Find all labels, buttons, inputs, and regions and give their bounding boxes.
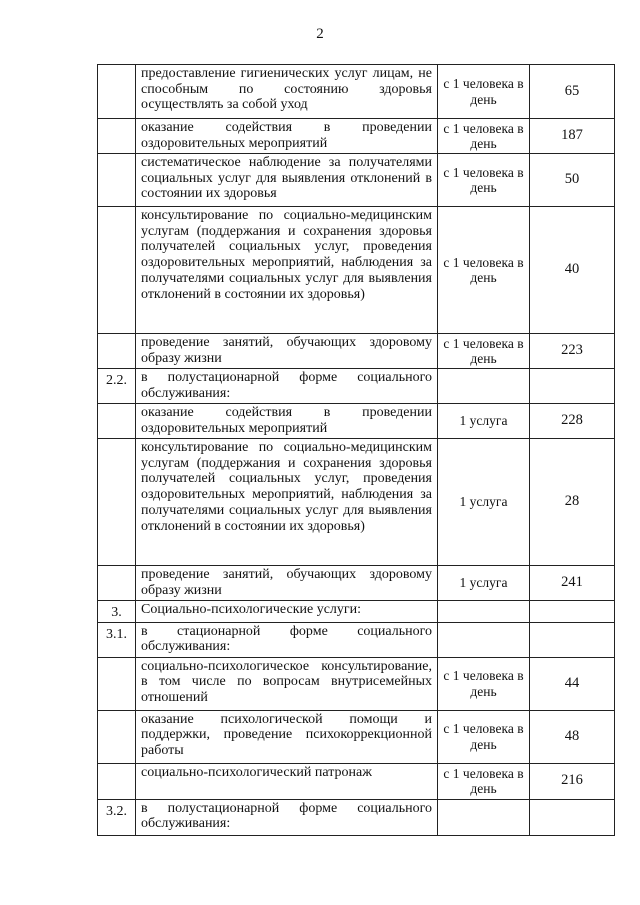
table-row bbox=[98, 622, 615, 657]
unit-cell: 1 услуга bbox=[438, 404, 530, 439]
services-table bbox=[97, 64, 615, 836]
table-row bbox=[98, 657, 615, 710]
row-number-cell bbox=[98, 334, 136, 369]
value-cell bbox=[530, 369, 615, 404]
unit-cell: с 1 человека в день bbox=[438, 65, 530, 119]
unit-cell bbox=[438, 622, 530, 657]
value-cell: 48 bbox=[530, 710, 615, 763]
row-number-cell: 3. bbox=[98, 601, 136, 623]
table-row bbox=[98, 439, 615, 566]
service-name-cell: в стационарной форме социального обслуживания: bbox=[136, 622, 438, 657]
table-row bbox=[98, 207, 615, 334]
unit-cell bbox=[438, 601, 530, 623]
table-row bbox=[98, 334, 615, 369]
service-name-cell: оказание содействия в проведении оздоровительных мероприятий bbox=[136, 404, 438, 439]
unit-cell: 1 услуга bbox=[438, 566, 530, 601]
service-name-cell: в полустационарной форме социального обслуживания: bbox=[136, 369, 438, 404]
unit-cell: с 1 человека в день bbox=[438, 334, 530, 369]
service-name-cell: в полустационарной форме социального обслуживания: bbox=[136, 799, 438, 835]
value-cell: 241 bbox=[530, 566, 615, 601]
value-cell: 228 bbox=[530, 404, 615, 439]
unit-cell bbox=[438, 799, 530, 835]
value-cell: 223 bbox=[530, 334, 615, 369]
value-cell bbox=[530, 799, 615, 835]
service-name-cell: проведение занятий, обучающих здоровому образу жизни bbox=[136, 334, 438, 369]
table-row bbox=[98, 710, 615, 763]
row-number-cell bbox=[98, 207, 136, 334]
table-row bbox=[98, 799, 615, 835]
service-name-cell: оказание содействия в проведении оздоровительных мероприятий bbox=[136, 119, 438, 154]
row-number-cell bbox=[98, 657, 136, 710]
row-number-cell bbox=[98, 404, 136, 439]
unit-cell: с 1 человека в день bbox=[438, 710, 530, 763]
unit-cell: с 1 человека в день bbox=[438, 154, 530, 207]
value-cell: 44 bbox=[530, 657, 615, 710]
unit-cell: с 1 человека в день bbox=[438, 657, 530, 710]
value-cell: 40 bbox=[530, 207, 615, 334]
service-name-cell: Социально-психологические услуги: bbox=[136, 601, 438, 623]
value-cell: 28 bbox=[530, 439, 615, 566]
row-number-cell bbox=[98, 154, 136, 207]
row-number-cell: 2.2. bbox=[98, 369, 136, 404]
unit-cell bbox=[438, 369, 530, 404]
unit-cell: с 1 человека в день bbox=[438, 207, 530, 334]
service-name-cell: социально-психологическое консультирование, в том числе по вопросам внутрисемейных отношений bbox=[136, 657, 438, 710]
service-name-cell: консультирование по социально-медицинским услугам (поддержания и сохранения здоровья получателей социальных услуг, проведения оздоровительных мероприятий, наблюдения за получателями социальных услуг для выявления отклонений в состоянии их здоровья) bbox=[136, 207, 438, 334]
row-number-cell bbox=[98, 566, 136, 601]
table-row bbox=[98, 65, 615, 119]
table-row bbox=[98, 404, 615, 439]
row-number-cell bbox=[98, 710, 136, 763]
value-cell: 187 bbox=[530, 119, 615, 154]
value-cell bbox=[530, 601, 615, 623]
unit-cell: с 1 человека в день bbox=[438, 763, 530, 799]
unit-cell: с 1 человека в день bbox=[438, 119, 530, 154]
row-number-cell bbox=[98, 65, 136, 119]
table-row bbox=[98, 369, 615, 404]
row-number-cell bbox=[98, 119, 136, 154]
table-row bbox=[98, 119, 615, 154]
value-cell: 50 bbox=[530, 154, 615, 207]
row-number-cell bbox=[98, 763, 136, 799]
value-cell bbox=[530, 622, 615, 657]
service-name-cell: социально-психологический патронаж bbox=[136, 763, 438, 799]
table-row bbox=[98, 566, 615, 601]
row-number-cell: 3.2. bbox=[98, 799, 136, 835]
value-cell: 216 bbox=[530, 763, 615, 799]
service-name-cell: проведение занятий, обучающих здоровому образу жизни bbox=[136, 566, 438, 601]
services-table-body bbox=[98, 65, 615, 836]
page-number: 2 bbox=[316, 26, 324, 42]
table-row bbox=[98, 601, 615, 623]
row-number-cell bbox=[98, 439, 136, 566]
service-name-cell: предоставление гигиенических услуг лицам, не способным по состоянию здоровья осуществлять за собой уход bbox=[136, 65, 438, 119]
value-cell: 65 bbox=[530, 65, 615, 119]
service-name-cell: систематическое наблюдение за получателями социальных услуг для выявления отклонений в состоянии их здоровья bbox=[136, 154, 438, 207]
service-name-cell: консультирование по социально-медицинским услугам (поддержания и сохранения здоровья получателей социальных услуг, проведения оздоровительных мероприятий, наблюдения за получателями социальных услуг для выявления отклонений в состоянии их здоровья) bbox=[136, 439, 438, 566]
table-row bbox=[98, 763, 615, 799]
service-name-cell: оказание психологической помощи и поддержки, проведение психокоррекционной работы bbox=[136, 710, 438, 763]
row-number-cell: 3.1. bbox=[98, 622, 136, 657]
unit-cell: 1 услуга bbox=[438, 439, 530, 566]
table-row bbox=[98, 154, 615, 207]
